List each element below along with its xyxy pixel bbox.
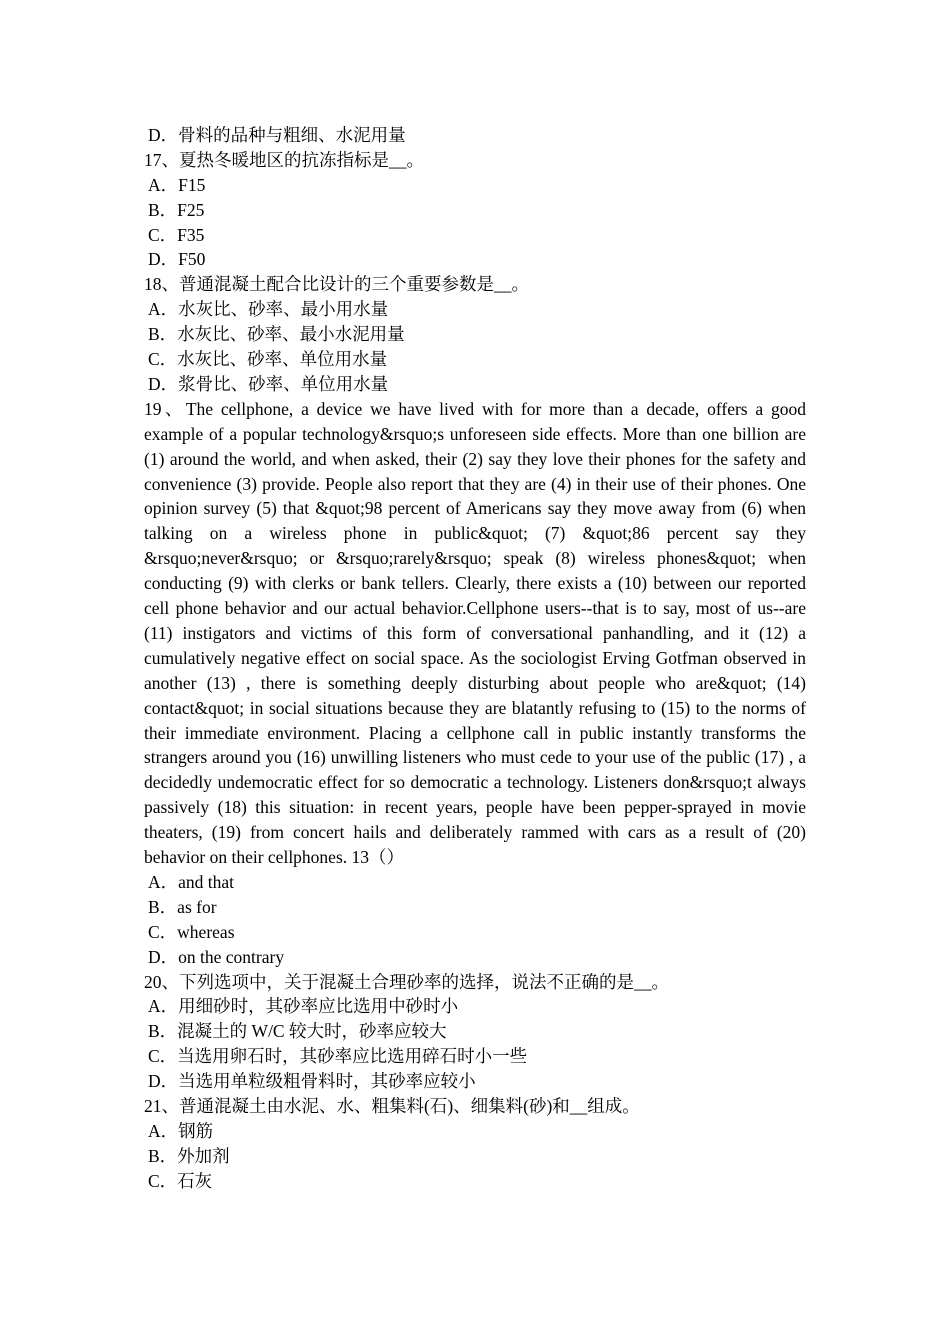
- document-page: [144, 123, 806, 1194]
- question-21: 21、普通混凝土由水泥、水、粗集料(石)、细集料(砂)和__组成。: [144, 1096, 640, 1117]
- option-18-c: C．水灰比、砂率、单位用水量: [148, 349, 388, 370]
- option-21-c: C．石灰: [148, 1170, 213, 1191]
- option-19-b: B．as for: [148, 896, 217, 917]
- option-18-a: A．水灰比、砂率、最小用水量: [148, 299, 389, 320]
- option-21-b: B．外加剂: [148, 1145, 230, 1166]
- option-20-d: D．当选用单粒级粗骨料时，其砂率应较小: [148, 1071, 476, 1092]
- option-19-a: A．and that: [148, 872, 235, 893]
- question-19-passage: 19、The cellphone, a device we have lived with for more than a decade, offers a good example of a popular technology&rsquo;s unforeseen side effects. More than one billion are (1) around the world, and when asked, their (2) say they love their phones for the safety and convenience (3) provide. People also report that they are (4) in their use of their phones. One opinion survey (5) that &quot;98 percent of Americans say they move away from (6) when talking on a wireless phone in public&quot; (7) &quot;86 percent say they &rsquo;never&rsquo; or &rsquo;rarely&rsquo; speak (8) wireless phones&quot; when conducting (9) with clerks or bank tellers. Clearly, there exists a (10) between our reported cell phone behavior and our actual behavior.Cellphone users--that is to say, most of us--are (11) instigators and victims of this form of conversational panhandling, and it (12) a cumulatively negative effect on social space. As the sociologist Erving Gotfman observed in another (13) , there is something deeply disturbing about people who are&quot; (14) contact&quot; in social situations because they are blatantly refusing to (15) to the norms of their immediate environment. Placing a cellphone call in public instantly transforms the strangers around you (16) unwilling listeners who must cede to your use of the public (17) , a decidedly undemocratic effect for so democratic a technology. Listeners don&rsquo;t always passively (18) this situation: in recent years, people have been pepper-sprayed in movie theaters, (19) from concert hails and deliberately rammed with cars as a result of (20) behavior on their cellphones. 13（）: [144, 398, 806, 868]
- option-17-b: B．F25: [148, 199, 205, 220]
- lines-bottom: [144, 870, 806, 1194]
- option-21-a: A．钢筋: [148, 1120, 214, 1141]
- option-17-c: C．F35: [148, 224, 205, 245]
- option-17-a: A．F15: [148, 174, 206, 195]
- option-17-d: D．F50: [148, 249, 206, 270]
- lines-top: [144, 123, 806, 397]
- option-20-b: B．混凝土的 W/C 较大时，砂率应较大: [148, 1021, 447, 1042]
- question-20: 20、下列选项中，关于混凝土合理砂率的选择，说法不正确的是__。: [144, 971, 669, 992]
- option-17-prev-d: D．骨料的品种与粗细、水泥用量: [148, 125, 406, 145]
- question-18: 18、普通混凝土配合比设计的三个重要参数是__。: [144, 274, 529, 295]
- option-20-a: A．用细砂时，其砂率应比选用中砂时小: [148, 996, 459, 1017]
- option-18-b: B．水灰比、砂率、最小水泥用量: [148, 324, 405, 345]
- question-17: 17、夏热冬暖地区的抗冻指标是__。: [144, 149, 424, 170]
- option-19-c: C．whereas: [148, 921, 235, 942]
- option-18-d: D．浆骨比、砂率、单位用水量: [148, 373, 389, 394]
- option-19-d: D．on the contrary: [148, 946, 285, 967]
- option-20-c: C．当选用卵石时，其砂率应比选用碎石时小一些: [148, 1046, 528, 1067]
